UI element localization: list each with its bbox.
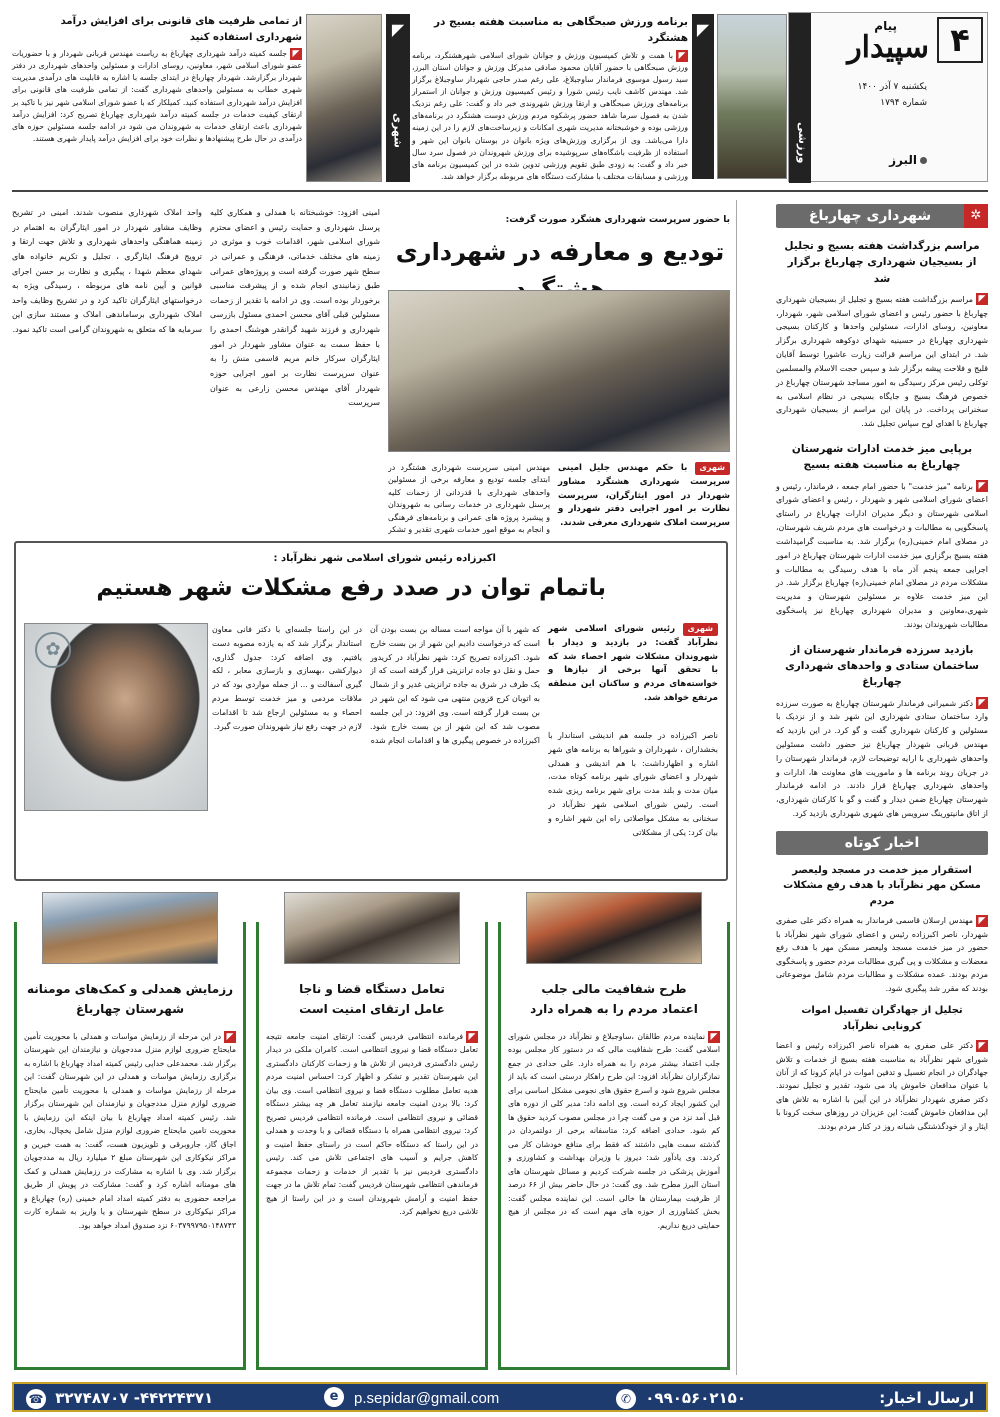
sport-photo [717, 14, 787, 179]
bottom2-title-line1: تعامل دستگاه قضا و ناجا [299, 982, 445, 996]
bottom-article-1 [498, 892, 730, 1372]
article-marker-icon: ◤ [976, 915, 988, 927]
page-number: ۴ [937, 17, 983, 63]
rc-article2-title: برپایی میز خدمت ادارات شهرستان چهارباغ به مناسبت هفته بسیج [791, 443, 973, 472]
bullet-icon [920, 157, 927, 164]
bottom-photo-1 [526, 892, 702, 964]
interview-headline: باتمام توان در صدد رفع مشکلات شهر هستیم [96, 575, 606, 601]
rc-short2-body: ◤دکتر علی صفری به همراه ناصر اکبرزاده رئیس و اعضا شورای شهر نظرآباد به مناسبت هفته بسیج از خدمات و تلاش جهادگران در انجام تغسیل و تدفین اموات در ایام کرونا که از آنان با عنوان مدافعان خاموش یاد می شود، تقدیر و تجلیل نمودند. دکتر صفری شهردار نظرآباد در این آیین با اشاره به تلاش های این مدافعان خاموش گفت: این عزیزان در روزهای سخت کرونا با ایثار و از خودگذشتگی شبانه روز در کنار مردم بودند. [776, 1040, 988, 1131]
city-article [12, 14, 302, 182]
section-tab-sport: ورزشی [789, 13, 811, 183]
city-photo [306, 14, 382, 182]
article-marker-icon: ◤ [976, 480, 988, 492]
rc-article3-title: بازدید سرزده فرماندار شهرستان از ساختمان ستادی و واحدهای شهرداری چهارباغ [785, 643, 979, 689]
bottom3-body: ◤در این مرحله از رزمایش مواسات و همدلی با محوریت تأمین مایحتاج ضروری لوازم منزل مددجویان و نیازمندان این شهرستان برگزار شد. محمدعلی خدایی رئیس کمیته امداد چهارباغ با اشاره به برگزاری رزمایش مواسات و همدلی در این شهرستان گفت: این مرحله از رزمایش مواسات و همدلی با محوریت تأمین مایحتاج ضروری لوازم منزل مددجویان و نیازمندان این شهرستان برگزار شد. رئیس کمیته امداد چهارباغ با بیان اینکه این رزمایش با محوریت تامین مایحتاج ضروری لوازم منزل شامل یخچال، بخاری، اجاق گاز، جاروبرقی و تلویزیون هست، گفت: به همت خیرین و مراکز نیکوکاری این شهرستان مبلغ ۲ میلیارد ریال به مددجویان برگزار شد. وی با اشاره به مشارکت در رزمایش همدلی و کمک های مومنانه اشاره کرد و گفت: مشارکت در پویش از طریق مراجعه حضوری به دفتر کمیته امداد امام خمینی (ره) چهارباغ و مراکز نیکوکاری در سطح شهرستان و یا واریز به شماره کارت ۶۰۳۷۹۹۷۹۵۰۱۴۸۷۴۳ نزد صندوق امداد خواهد بود. [24, 1032, 236, 1230]
interview-box [14, 541, 728, 881]
interview-kicker: اکبرزاده رئیس شورای اسلامی شهر نظرآباد : [273, 553, 496, 564]
bottom-article-2 [256, 892, 488, 1372]
section-title-chaharbagh: ✲ شهرداری چهارباغ [776, 204, 988, 228]
rc-short1-body: ◤مهندس ارسلان قاسمی فرماندار به همراه دکتر علی صفری شهردار، ناصر اکبرزاده رئیس و اعضای شورای شهر نظرآباد با حضور در میز خدمت مسجد ولیعصر مسکن مهر با هدف رفع معضلات و مشکلات و پی گیری مطالبات مردم حضور و پاسخگوی مردم بودند. عمده مشکلات و مطالبات مردم شامل موضوعاتی بودند که مقرر شد پیگیری شود. [776, 915, 988, 993]
interview-col1: ناصر اکبرزاده در جلسه هم اندیشی استاندار با بخشداران ، شهرداران و شوراها به برنامه های شهر اشاره و اظهارداشت: با هم اندیشی و همدلی شهردار و اعضای شورای شهر برنامه کوتاه مدت، میان مدت و بلند مدت برای شهر برنامه ریزی شده است. رئیس شورای اسلامی شهر نظرآباد در سخنانی به مشکل مواصلاتی راه این شهر اشاره و بیان کرد: یکی از مشکلاتی [548, 731, 718, 837]
region-label: البرز [889, 151, 927, 170]
main-col2: امینی افزود: خوشبختانه با همدلی و همکاری کلیه پرسنل شهرداری و حمایت رئیس و اعضای محترم شورای اسلامی شهر، اقدامات خوب و موثری در زمینه های مختلف خدماتی، فرهنگی و عمرانی در سطح شهر صورت گرفته است و پروژه‌های عمرانی طبق زمانبندی انجام شده و از پیشرفت مناسبی برخوردار بوده است. وی در ادامه با تقدیر از زحمات مسئولین قبلی آقای محسن احمدی مسئول بازرسی شهرداری و فرزند شهید گرانقدر هوشنگ احمدی را با حفظ سمت به عنوان مشاور شهردار در امور ایثارگران سرکار خانم مریم قاسمی منش را به عنوان سرپرست نظارت بر امور اجرایی حوزه شهردار آقای مهندس محسن زارعی به عنوان سرپرست [210, 208, 380, 408]
interview-col3: در این راستا جلسه‌ای با دکتر فانی معاون استاندار برگزار شد که به یازده مصوبه دست یافتیم. وی اضافه کرد: جدول گذاری، دیوارکشی ،بهسازی و بازسازی معابر ، لکه گیری آسفالت و ... از جمله مواردی بود که در ملاقات مردمی و میز خدمت توسط مردم احصاء و به مسئولین ارجاع شد تا اقدامات لازم در جهت رفع نیاز شهروندان صورت گیرد. [212, 625, 362, 731]
section-arrow-sport [692, 14, 714, 179]
main-article [12, 200, 730, 535]
bottom-photo-2 [284, 892, 460, 964]
interview-col2: که شهر با آن مواجه است مساله بن بست بودن آن است که درخواست دادیم این شهر از بن بست خارج شود. اکبرزاده تصریح کرد: شهر نظرآباد در کریدور حمل و نقل دو جاده ترانزیتی قرار گرفته است که از یک طرف در شرق به جاده ترانزیتی غدیر و از شمال به اتوبان کرج قزوین منتهی می شود که این شهر در بن بست قرار گرفته است. وی افزود: در این جلسه مصوب شد که این شهر از بن بست خارج شود. اکبرزاده در خصوص پیگیری ها و اقدامات انجام شده [370, 625, 540, 745]
bottom-photo-3 [42, 892, 218, 964]
article-marker-icon: ◤ [676, 50, 688, 62]
logo-top: پیام [874, 19, 897, 33]
phone-icon: ☎ [26, 1389, 46, 1409]
browser-icon: e [324, 1387, 344, 1407]
article-marker-icon: ◤ [976, 293, 988, 305]
main-kicker: با حضور سرپرست شهرداری هشگرد صورت گرفت: [505, 215, 730, 225]
article-marker-icon: ◤ [708, 1031, 720, 1043]
bottom-article-3 [14, 892, 246, 1372]
bottom3-title-line1: رزمایش همدلی و کمک‌های مومنانه [26, 982, 234, 996]
bottom1-body: ◤نماینده مردم طالقان ،ساوجبلاغ و نظرآباد در مجلس شورای اسلامی گفت: طرح شفافیت مالی که در دستور کار مجلس بوده جلب اعتماد بیشتر مردم را به همراه دارد. علی حدادی در جمع نمازگزاران نظرآباد افزود: این طرح راهکار درستی است که باید از مجلس شروع شود و اسرع حقوق های نجومی مشکل اساسی برای این کشور ایجاد کرده است. وی ادامه داد: مدیر کلی از دوره های قبل آمد نزد من و می گفت چرا در مجلس مصوب کردید حقوق ها کم شود. حدادی اضافه کرد: متاسفانه برخی از دولتمردان در گذشته سمت هایی داشتند که فقط برای منافع خودشان کار می کردند. وی یادآور شد: دیروز با وزیران بهداشت و کشاورزی و آموزش پزشکی در جلسه شرکت کردیم و مسائل شهرستان های استان البرز مطرح شد. وی گفت: در حال حاضر بیش از ۶۶ درصد از ظرفیت بیمارستان ها خالی است. این نماینده مجلس گفت: بخش کشاورزی از حوزه های مهم است که در مجلس از هیچ حمایتی دریغ نداریم. [508, 1032, 720, 1230]
arrow-icon: ◤ [696, 20, 710, 39]
bottom2-title-line2: عامل ارتقای امنیت است [299, 1002, 445, 1016]
rc-article3-body: ◤دکتر شمیرانی فرماندار شهرستان چهارباغ به صورت سرزده وارد ساختمان ستادی شهرداری این شهر شد و از نزدیک با مسئولین و کارکنان شهرداری گفت و گو کرد. در این بازدید که مهندس قربانی شهردار چهارباغ نیز حضور داشت مسئولین واحدهای شهرداری با ارایه توضیحات لازم، فرماندار شهرستان را در جریان روند برنامه ها و ماموریت های معاونت ها، ادارات و واحدهای شهرداری چهارباغ قرار دادند. در ادامه فرماندار شهرستان چهارباغ ضمن دیدار و گفت و گو با کارکنان شهرداری، از اتاق مانیتورینگ سرویس های شهری شهرداری بازدید کرد. [776, 698, 988, 819]
interview-lead: شهری رئیس شورای اسلامی شهر نظرآباد گفت: در بازدید و دیدار با شهروندان مشکلات شهر احصاء شد که با تحقق آنها برخی از نیازها و خواسته‌های مردم و ساکنان این منطقه مرتفع خواهد شد. [548, 624, 718, 703]
article-marker-icon: ◤ [976, 1040, 988, 1052]
main-tag: شهری [695, 462, 730, 475]
interview-portrait-photo [24, 623, 208, 811]
divider [12, 190, 988, 192]
sport-article-body: ◤با همت و تلاش کمیسیون ورزش و جوانان شورای اسلامی شهرهشتگرد، برنامه ورزش صبحگاهی با حضور آقایان محمود صادقی مدیرکل ورزش و جوانان استان البرز، سید رسول موسوی فرماندار ساوجبلاغ، علی رغم صدر حاجی شهردار ساوجبلاغ برگزار شد. مهندس کاشف نایب رئیس شورا و رئیس کمیسیون ورزش و جوانان از استمرار برنامه‌های ورزش صبحگاهی و ارتقا ورزش شهروندی خبر داد و گفت: علی رغم نزدیک شدن به فصول سرما شاهد حضور پرشکوه مردم ورزش دوست هشتگرد در برنامه‌های ورزشی بوده و خوشبختانه مدیریت شهری امکانات و زیرساخت‌های لازم را در این زمینه دارا می‌باشد. وی از برگزاری ورزش‌های ویژه بانوان در بوستان بانوان این شهر و استفاده از ظرفیت باشگاه‌های سرپوشیده برای ورزش شهروندان در فصول سرد سال خبر داد و گفت: به زودی طبق تقویم ورزشی تدوین شده در این کمیسیون برنامه های ورزشی و مسابقات مختلف با مشارکت دستگاه های مربوطه برگزار خواهد شد. [412, 50, 688, 181]
arrow-icon: ◤ [391, 20, 405, 39]
bottom2-body: ◤فرمانده انتظامی فردیس گفت: ارتقای امنیت جامعه نتیجه تعامل دستگاه قضا و نیروی انتظامی است. کامران ملکی در دیدار رئیس دادگستری فردیس از تلاش ها و زحمات کارکنان دادگستری این شهرستان تقدیر و تشکر و اظهار کرد: احساس امنیت مردم هدیه تعامل مطلوب دستگاه قضا و نیروی انتظامی است. وی بیان کرد: بالا بردن امنیت جامعه نیازمند تعامل هر چه بیشتر دستگاه قضائی و نیروی انتظامی است. فرمانده انتظامی فردیس تصریح کرد: نیروی انتظامی همراه با دستگاه قضائی و با وحدت و همدلی در این راستا که دستگاه حاکم است در راستای حفظ امنیت و کاهش جرایم و آسیب های اجتماعی تلاش می کند. رئیس دادگستری فردیس نیز با تقدیر از خدمات و زحمات مجموعه فرماندهی انتظامی شهرستان فردیس گفت: تمام تلاش ما در جهت حفظ امنیت و آرامش شهروندان است و در این راستا از هیچ تلاشی دریغ نخواهیم کرد. [266, 1032, 478, 1217]
whatsapp-icon: ✆ [616, 1389, 636, 1409]
bottom1-title-line2: اعتماد مردم را به همراه دارد [530, 1002, 698, 1016]
footer-phone[interactable]: ۴۴۲۲۴۳۷۱- ۳۲۷۴۸۷۰۷ ☎ [26, 1387, 213, 1410]
article-marker-icon: ◤ [466, 1031, 478, 1043]
article-marker-icon: ◤ [290, 48, 302, 60]
footer-mobile[interactable]: ۰۹۹۰۵۶۰۲۱۵۰ ✆ [616, 1387, 746, 1410]
city-article-title: از تمامی ظرفیت های قانونی برای افزایش درآمد شهرداری استفاده کنید [60, 16, 302, 43]
interview-col3-tail [24, 819, 208, 879]
emblem-icon: ✲ [964, 204, 988, 228]
rc-article2-body: ◤برنامه "میز خدمت" با حضور امام جمعه ، فرماندار، رئیس و اعضای شورای اسلامی شهر و شهردار ، رئیس و اعضای شورای اسلامی شهرستان و دیگر مدیران ادارات چهارباغ در راستای پاسخگویی به مطالبات و درخواست های مردم شریف شهرستان، در مصلای امام خمینی(ره) برگزار شد. به مناسبت گرامیداشت هفته بسیج برگزاری میز خدمت ادارات شهرستان چهارباغ در امور اجرایی جمعه پنجم آذر ماه با هدف رسیدگی به مطالبات و مشکلات مردم در مصلای امام خمینی(ره) چهارباغ برگزار شد. در این میز خدمت علاوه بر مسئولین شهرستان و مدیریت شهری،معاونین و مدیران شهرداری چهارباغ نیز پاسخگوی مطالبات شهروندان بودند. [776, 481, 988, 629]
article-marker-icon: ◤ [224, 1031, 236, 1043]
emblem-icon: ✿ [35, 632, 71, 668]
article-marker-icon: ◤ [976, 697, 988, 709]
bottom3-title-line2: شهرستان چهارباغ [75, 1002, 184, 1016]
main-col1: مهندس امینی سرپرست شهرداری هشتگرد در ابتدای جلسه تودیع و معارفه برخی از مسئولین واحدهای شهرداری با قدردانی از زحمات کلیه پرسنل شهرداری در خدمات رسانی به شهروندان و پیشبرد پروژه های عمرانی و برنامه‌های فرهنگی و انجام به موقع امور خدمات شهری تقدیر و تشکر [388, 463, 550, 534]
right-column [776, 204, 988, 1379]
city-article-body: ◤جلسه کمیته درآمد شهرداری چهارباغ به ریاست مهندس قربانی شهردار و با حضوریات عضو شورای اسلامی شهر، معاونین، روسای ادارات و مسئولین واحدهای شهرداری در دفتر شهردار برگزارشد. شهردار چهارباغ در ابتدای جلسه با اشاره به قابلیت های درآمدی مدیریت شهری خطاب به مسئولین واحدهای شهرداری گفت: از تمامی ظرفیت های قانونی برای افزایش درآمد شهرداری استفاده کنید. کمیلکار که با عضو شورای اسلامی شهر نیز با تاکید بر ارتقای کیفیت خدمات در جلسه کمیته درآمد شهرداری چهارباغ تصریح کرد: افزایش درآمد شهرداری باعث ارتقای خدمات به شهروندان می شود در ادامه جلسه مسئولین حوزه های درآمدی در حال طرح پیشنهادها و نظرات خود برای افزایش درآمد پایدار شهری هستند. [12, 49, 302, 143]
logo: سپیدار [847, 30, 929, 65]
column-divider [736, 200, 737, 1375]
issue-date: یکشنبه ۷ آذر ۱۴۰۰ [857, 82, 927, 92]
rc-article1-body: ◤مراسم بزرگداشت هفته بسیج و تجلیل از بسیجیان شهرداری چهارباغ با حضور رئیس و اعضای شورای اسلامی شهر، شهردار، معاونین، روسای ادارات، مسئولین واحدها و کارکنان بسیجی شهرداری چهارباغ در حسینیه شهدای دوکوهه شهرداری برگزار شد. در ابتدای این مراسم قرائت زیارت عاشورا توسط آقایان قلیج و فلاحت پیشه برگزار شد و سپس حجت الاسلام والمسلمین توکلی رئیس مرکز رسیدگی به امور مساجد شهرستان چهارباغ در خصوص فرهنگ بسیج و جایگاه بسیجی در نظام اسلامی به سخنرانی پرداخت. در پایان این مراسم از بسیجیان شهرداری چهارباغ با اهدای لوح سپاس تجلیل شد. [776, 294, 988, 429]
sport-article-title: برنامه ورزش صبحگاهی به مناسبت هفته بسیج در هشتگرد [433, 16, 688, 45]
main-photo [388, 290, 730, 452]
bottom1-title-line1: طرح شفافیت مالی جلب [541, 982, 687, 996]
section-tab-city [386, 14, 410, 182]
rc-article1-title: مراسم بزرگداشت هفته بسیج و تجلیل از بسیجیان شهرداری چهارباغ برگزار شد [784, 240, 980, 285]
main-col3: واحد املاک شهرداری منصوب شدند. امینی در تشریح وظایف مشاور شهردار در امور ایثارگران به اهتمام در زمینه هماهنگی واحدهای شهرداری و تلاش جهت ارتقا و ترویج فرهنگ ایثارگری ، تجلیل و تکریم خانواده های شهدای معظم شهدا ، پیگیری و نظارت بر حسن اجرای قوانین و آیین نامه های مربوطه ، رسیدگی ویژه به درخواستهای ایثارگران تاکید کرد و در تشریح وظایف واحد املاک شهرداری برساماندهی املاک و مستند سازی این سرمایه ها که متعلق به شهروندان گرامی است تاکید نمود. [12, 208, 202, 334]
rc-short1-title: استقرار میز خدمت در مسجد ولیعصر مسکن مهر نظرآباد با هدف رفع مشکلات مردم [783, 864, 981, 907]
main-headline: تودیع و معارفه در شهرداری [395, 238, 725, 266]
footer-email[interactable]: p.sepidar@gmail.com [354, 1390, 500, 1407]
footer-send-label: ارسال اخبار: [879, 1389, 974, 1407]
interview-tag: شهری [683, 623, 718, 636]
issue-number: شماره ۱۷۹۴ [880, 98, 927, 108]
footer-bar [12, 1382, 988, 1412]
rc-short2-title: تجلیل از جهادگران تفسیل اموات کرونایی نظرآباد [801, 1005, 963, 1032]
section-title-short-news: اخبار کوتاه [776, 831, 988, 855]
sport-article [412, 14, 688, 182]
masthead [788, 12, 988, 182]
main-lead: شهری با حکم مهندس جلیل امینی سرپرست شهرداری هشتگرد مشاور شهردار در امور ایثارگران، سرپرست نظارت بر امور اجرایی دفتر شهردار و سرپرست املاک شهرداری معرفی شدند. [558, 463, 730, 528]
section-label-city: شهری [391, 112, 405, 148]
